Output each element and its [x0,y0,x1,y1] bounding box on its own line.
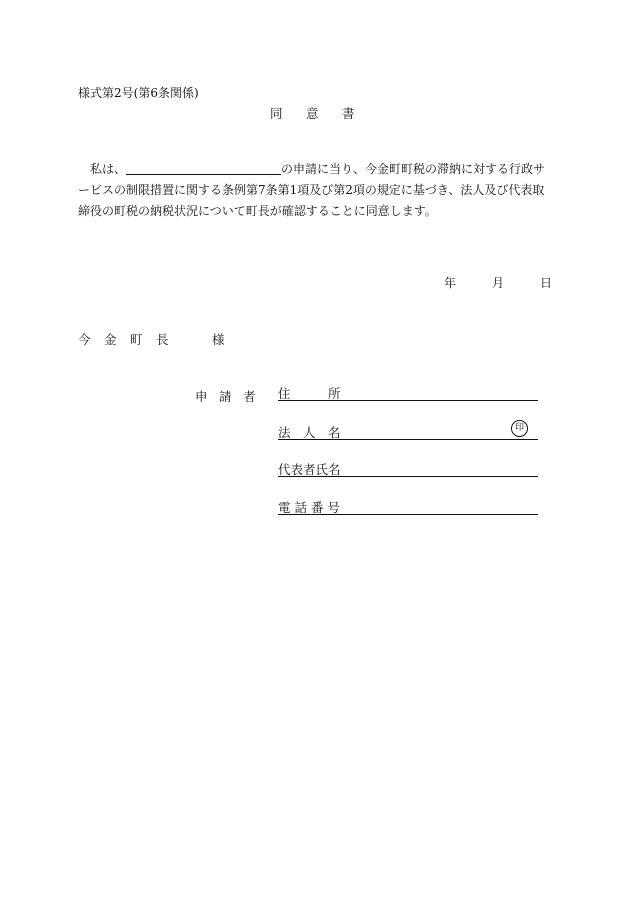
corporation-name-field[interactable] [278,424,538,440]
recipient-char-3: 町 [130,332,143,347]
consent-statement [78,159,553,222]
seal-mark-icon: 印 [511,420,528,437]
address-label: 住 所 [278,386,341,401]
corporation-name-label: 法 人 名 [278,425,341,440]
representative-name-field[interactable] [278,461,538,477]
phone-number-field[interactable] [278,499,538,515]
statement-body: の申請に当り、今金町町税の滞納に対する行政サービスの制限措置に関する条例第7条第1項及び第2項の規定に基づき、法人及び代表取締役の町税の納税状況について町長が確認することに同意します。 [78,162,546,218]
applicant-char-1: 申 [195,389,208,404]
recipient-char-1: 今 [78,332,91,347]
address-field[interactable] [278,385,538,401]
title-char-1: 同 [270,106,283,121]
date-year: 年 [444,276,457,290]
date-month: 月 [492,276,505,290]
applicant-label [195,387,267,405]
phone-number-label: 電 話 番 号 [278,500,340,515]
recipient-honorific: 様 [212,332,225,347]
applicant-char-3: 者 [243,389,256,404]
form-number: 様式第2号(第6条関係) [78,86,199,100]
recipient-char-4: 長 [156,332,169,347]
title-char-2: 意 [306,106,319,121]
recipient-char-2: 金 [104,332,117,347]
title-char-3: 書 [342,106,355,121]
statement-prefix: 私は、 [90,162,127,176]
applicant-char-2: 請 [219,389,232,404]
recipient [78,330,225,348]
application-name-blank[interactable] [126,160,281,175]
document-title [270,104,378,122]
date-day: 日 [540,276,553,290]
representative-name-label: 代表者氏名 [278,462,341,477]
